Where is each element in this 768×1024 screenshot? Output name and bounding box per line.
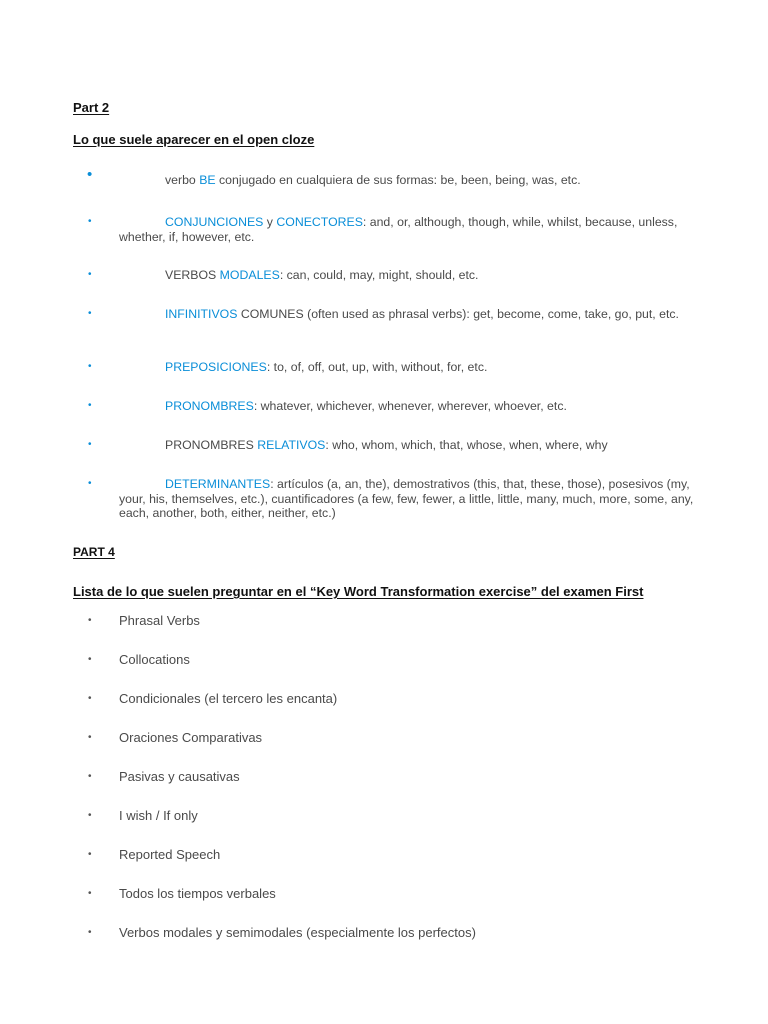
list-item: Collocations (119, 652, 190, 667)
bullet-icon: • (88, 654, 92, 665)
bullet-icon: • (88, 439, 92, 450)
list-item: PREPOSICIONES: to, of, off, out, up, with, without, for, etc. (165, 360, 488, 374)
list-item: Reported Speech (119, 847, 221, 862)
bullet-icon: • (88, 810, 92, 821)
list-item: Pasivas y causativas (119, 769, 240, 784)
bullet-icon: • (88, 849, 92, 860)
bullet-icon: • (88, 400, 92, 411)
part2-subtitle: Lo que suele aparecer en el open cloze (73, 132, 315, 147)
list-item: Verbos modales y semimodales (especialmente los perfectos) (119, 925, 476, 940)
list-item: INFINITIVOS COMUNES (often used as phrasal verbs): get, become, come, take, go, put, etc. (165, 307, 679, 321)
list-item: Todos los tiempos verbales (119, 886, 276, 901)
bullet-icon: • (88, 478, 92, 489)
list-item: CONJUNCIONES y CONECTORES: and, or, although, though, while, whilst, because, unless, whether, if, however, etc. (119, 215, 678, 244)
bullet-icon: • (88, 771, 92, 782)
highlight-term: INFINITIVOS (165, 307, 238, 321)
bullet-icon: • (88, 888, 92, 899)
list-item: Oraciones Comparativas (119, 730, 263, 745)
bullet-icon: • (88, 361, 92, 372)
highlight-term: CONECTORES (276, 215, 363, 229)
part4-title: PART 4 (73, 545, 115, 559)
bullet-icon: • (88, 615, 92, 626)
highlight-term: CONJUNCIONES (165, 215, 264, 229)
list-item: PRONOMBRES: whatever, whichever, whenever, wherever, whoever, etc. (165, 399, 567, 413)
bullet-icon: • (88, 693, 92, 704)
bullet-icon: • (88, 216, 92, 227)
part4-subtitle: Lista de lo que suelen preguntar en el “Key Word Transformation exercise” del examen First (73, 584, 644, 599)
list-item: DETERMINANTES: artículos (a, an, the), demostrativos (this, that, these, those), posesivos (my, your, his, themselves, etc.), cuantificadores (a few, few, fewer, a little, little, many, much, more, some, any, each, another, both, either, neither, etc.) (119, 477, 694, 520)
bullet-icon: • (88, 269, 92, 280)
bullet-icon: • (88, 927, 92, 938)
highlight-term: BE (199, 173, 216, 187)
bullet-icon: • (87, 166, 93, 183)
list-item: verbo BE conjugado en cualquiera de sus formas: be, been, being, was, etc. (165, 173, 581, 187)
list-item: PRONOMBRES RELATIVOS: who, whom, which, that, whose, when, where, why (165, 438, 608, 452)
bullet-icon: • (88, 732, 92, 743)
list-item: Condicionales (el tercero les encanta) (119, 691, 338, 706)
list-item: Phrasal Verbs (119, 613, 200, 628)
part2-title: Part 2 (73, 100, 110, 115)
bullet-icon: • (88, 308, 92, 319)
highlight-term: DETERMINANTES (165, 477, 271, 491)
highlight-term: MODALES (219, 268, 280, 282)
list-item: VERBOS MODALES: can, could, may, might, should, etc. (165, 268, 479, 282)
highlight-term: RELATIVOS (257, 438, 326, 452)
highlight-term: PRONOMBRES (165, 399, 254, 413)
highlight-term: PREPOSICIONES (165, 360, 267, 374)
list-item: I wish / If only (119, 808, 198, 823)
